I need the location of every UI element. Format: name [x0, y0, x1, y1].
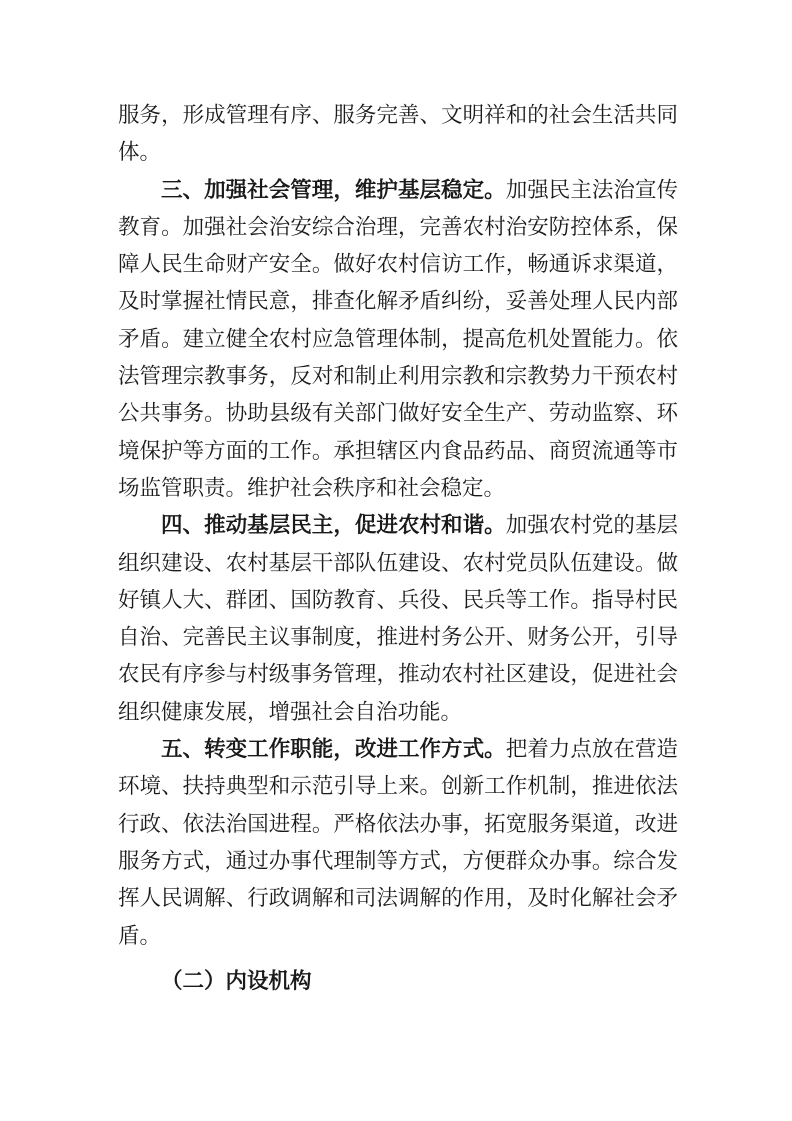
section-heading: （二）内设机构 [161, 968, 312, 994]
paragraph-grassroots-democracy [118, 507, 678, 731]
paragraph-body: 把着力点放在营造环境、扶持典型和示范引导上来。创新工作机制，推进依法行政、依法治国进程。严格依法办事，拓宽服务渠道，改进服务方式，通过办事代理制等方式，方便群众办事。综合发挥人民调解、行政调解和司法调解的作用，及时化解社会矛盾。 [118, 737, 678, 949]
document-body [118, 97, 678, 1000]
paragraph-body: 加强农村党的基层组织建设、农村基层干部队伍建设、农村党员队伍建设。做好镇人大、群团、国防教育、兵役、民兵等工作。指导村民自治、完善民主议事制度，推进村务公开、财务公开，引导农民有序参与村级事务管理，推动农村社区建设，促进社会组织健康发展，增强社会自治功能。 [118, 513, 678, 725]
paragraph-body: 服务，形成管理有序、服务完善、文明祥和的社会生活共同体。 [118, 103, 678, 166]
paragraph-body: 加强民主法治宣传教育。加强社会治安综合治理，完善农村治安防控体系，保障人民生命财产安全。做好农村信访工作，畅通诉求渠道，及时掌握社情民意，排查化解矛盾纠纷，妥善处理人民内部矛盾。建立健全农村应急管理体制，提高危机处置能力。依法管理宗教事务，反对和制止利用宗教和宗教势力干预农村公共事务。协助县级有关部门做好安全生产、劳动监察、环境保护等方面的工作。承担辖区内食品药品、商贸流通等市场监管职责。维护社会秩序和社会稳定。 [118, 177, 678, 501]
paragraph-work-functions [118, 731, 678, 955]
paragraph-lead: 四、推动基层民主，促进农村和谐。 [161, 513, 506, 539]
paragraph-social-management [118, 172, 678, 508]
paragraph-lead: 五、转变工作职能，改进工作方式。 [161, 737, 506, 763]
paragraph-continuation [118, 97, 678, 172]
paragraph-lead: 三、加强社会管理，维护基层稳定。 [161, 177, 506, 203]
